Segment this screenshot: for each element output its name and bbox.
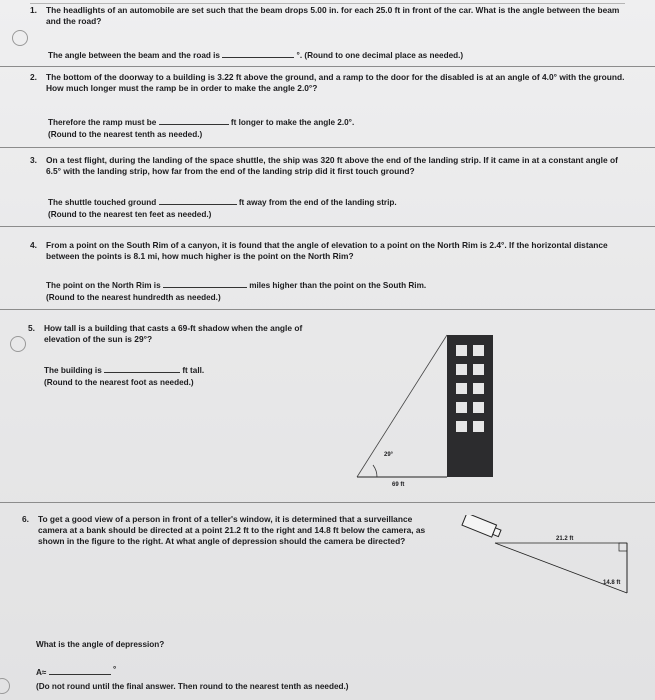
top-rule <box>30 3 625 4</box>
question-number: 3. <box>30 155 37 165</box>
binder-hole <box>12 30 28 46</box>
answer-suffix: ft tall. <box>182 366 205 375</box>
answer-line-4 <box>46 280 606 291</box>
vertical-label: 14.8 ft <box>603 580 621 586</box>
section-divider <box>0 147 655 148</box>
question-text: The headlights of an automobile are set such that the beam drops 5.00 in. for each 25.0 ft in front of the car. What is the angle between the beam and the road? <box>46 5 620 26</box>
answer-blank[interactable] <box>159 124 229 125</box>
horizontal-label: 21.2 ft <box>556 536 574 542</box>
section-divider <box>0 502 655 503</box>
answer-prefix: Therefore the ramp must be <box>48 118 157 127</box>
question-text: From a point on the South Rim of a canyon, it is found that the angle of elevation to a point on the North Rim is 2.4°. If the horizontal distance between the points is 8.1 mi, how much higher is the point on the North Rim? <box>46 240 608 261</box>
answer-prefix: The building is <box>44 366 102 375</box>
round-note: (Round to the nearest ten feet as needed.) <box>48 210 212 219</box>
answer-blank[interactable] <box>49 674 111 675</box>
answer-prefix: The angle between the beam and the road is <box>48 51 220 60</box>
answer-line-2 <box>48 117 608 128</box>
right-angle-mark <box>619 543 627 551</box>
answer-blank[interactable] <box>104 372 180 373</box>
shadow-label: 69 ft <box>392 482 405 488</box>
camera-icon <box>462 515 502 539</box>
answer-suffix: °. (Round to one decimal place as needed.) <box>296 51 464 60</box>
round-note: (Round to the nearest hundredth as needed.) <box>46 293 221 302</box>
binder-hole <box>10 336 26 352</box>
question-number: 6. <box>22 514 29 524</box>
sun-ray-line <box>357 335 447 477</box>
round-note: (Round to the nearest tenth as needed.) <box>48 130 203 139</box>
question-number: 1. <box>30 5 37 15</box>
answer-line-3 <box>48 197 608 208</box>
binder-hole <box>0 678 10 694</box>
answer-blank[interactable] <box>163 287 247 288</box>
answer-suffix: ft longer to make the angle 2.0°. <box>230 118 355 127</box>
answer-prefix: The point on the North Rim is <box>46 281 161 290</box>
round-note: (Round to the nearest foot as needed.) <box>44 378 194 387</box>
answer-suffix: ° <box>112 665 117 674</box>
question-text: On a test flight, during the landing of the space shuttle, the ship was 320 ft above the end of the landing strip. If it came in at a constant angle of 6.5° with the landing strip, how far from the end of the landing strip did it first touch ground? <box>46 155 618 176</box>
answer-line-1 <box>48 50 608 61</box>
question-text: To get a good view of a person in front of a teller's window, it is determined that a surveillance camera at a bank should be directed at a point 21.2 ft to the right and 14.8 ft below the camera, as shown in the figure to the right. At what angle of depression should the camera be directed? <box>38 514 426 546</box>
angle-arc <box>373 465 377 477</box>
answer-prefix: The shuttle touched ground <box>48 198 157 207</box>
section-divider <box>0 66 655 67</box>
answer-suffix: ft away from the end of the landing strip. <box>238 198 397 207</box>
answer-blank[interactable] <box>222 57 294 58</box>
answer-prefix: A≈ <box>36 668 47 677</box>
question-number: 4. <box>30 240 37 250</box>
answer-line-5 <box>44 365 324 376</box>
angle-label: 29° <box>384 452 394 458</box>
answer-blank[interactable] <box>159 204 237 205</box>
question-number: 2. <box>30 72 37 82</box>
round-note: (Do not round until the final answer. Then round to the nearest tenth as needed.) <box>36 682 349 691</box>
building-figure <box>355 325 505 495</box>
question-text: The bottom of the doorway to a building is 3.22 ft above the ground, and a ramp to the door for the disabled is at an angle of 4.0° with the ground. How much longer must the ramp be in order to make the angle 2.0°? <box>46 72 625 93</box>
building <box>447 335 493 477</box>
answer-line-6 <box>36 667 336 678</box>
question-prompt: What is the angle of depression? <box>36 640 165 649</box>
answer-suffix: miles higher than the point on the South Rim. <box>249 281 427 290</box>
section-divider <box>0 309 655 310</box>
question-text: How tall is a building that casts a 69-ft shadow when the angle of elevation of the sun is 29°? <box>44 323 303 344</box>
question-number: 5. <box>28 323 35 333</box>
section-divider <box>0 226 655 227</box>
